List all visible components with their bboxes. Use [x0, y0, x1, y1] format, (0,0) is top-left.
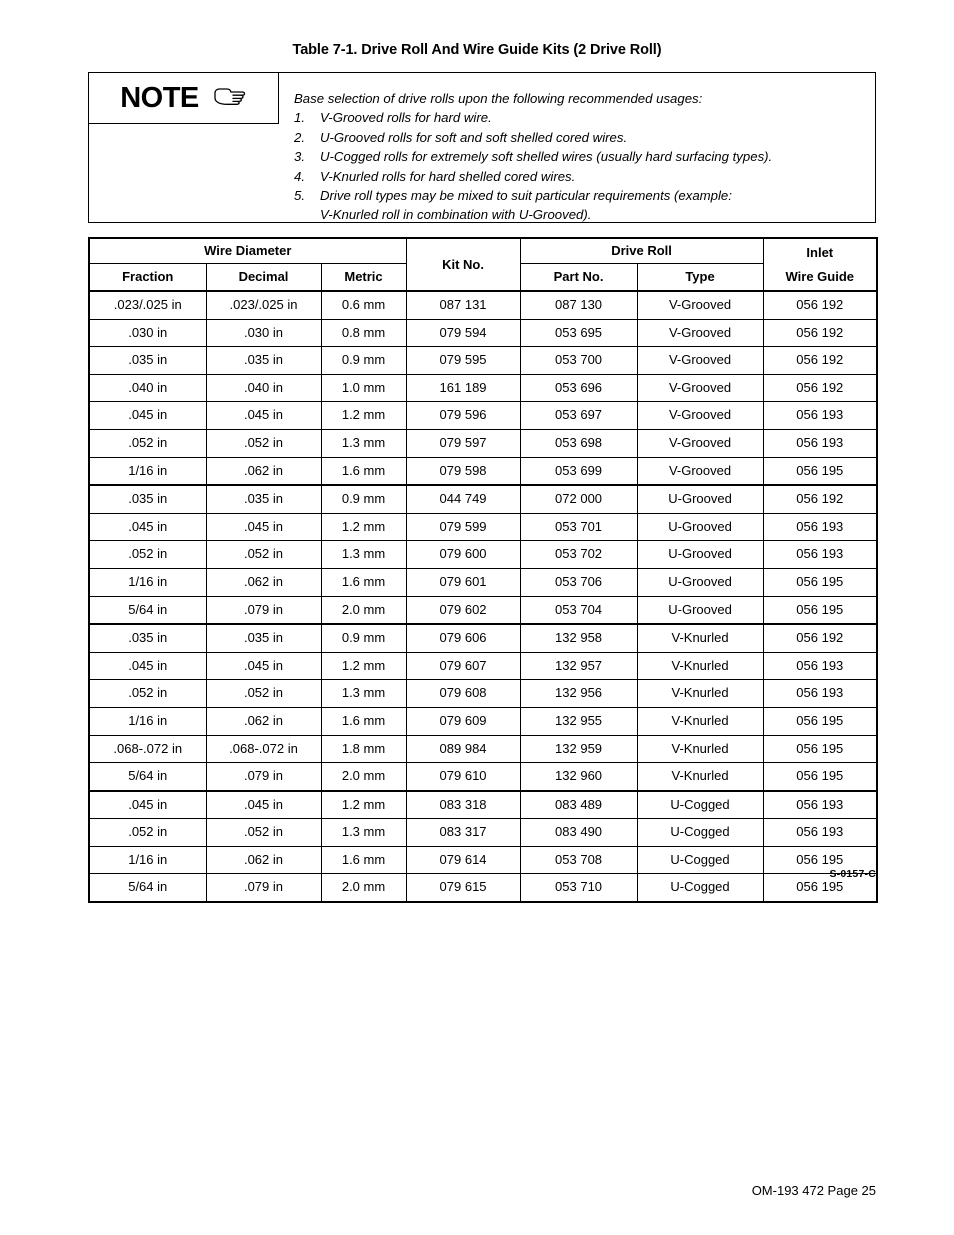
cell-inlet: 056 195 — [763, 763, 877, 791]
note-item-number: 1. — [294, 110, 305, 126]
cell-part-no: 132 955 — [520, 707, 637, 735]
cell-metric: 1.2 mm — [321, 652, 406, 680]
cell-decimal: .045 in — [206, 402, 321, 430]
cell-type: U-Grooved — [637, 568, 763, 596]
cell-inlet: 056 192 — [763, 485, 877, 513]
note-list — [294, 108, 866, 224]
cell-part-no: 053 695 — [520, 319, 637, 347]
cell-decimal: .052 in — [206, 429, 321, 457]
note-item-number: 2. — [294, 129, 305, 145]
cell-metric: 1.2 mm — [321, 513, 406, 541]
cell-inlet: 056 193 — [763, 819, 877, 847]
cell-fraction: 5/64 in — [89, 874, 206, 902]
cell-metric: 2.0 mm — [321, 763, 406, 791]
inlet-wire-guide-line-2: Wire Guide — [785, 268, 855, 284]
cell-inlet: 056 192 — [763, 291, 877, 319]
cell-inlet: 056 193 — [763, 791, 877, 819]
table-header — [89, 238, 877, 291]
cell-metric: 0.6 mm — [321, 291, 406, 319]
cell-decimal: .023/.025 in — [206, 291, 321, 319]
cell-fraction: .068-.072 in — [89, 735, 206, 763]
page-footer: OM-193 472 Page 25 — [751, 1183, 876, 1198]
note-item-text: Drive roll types may be mixed to suit particular requirements (example: — [320, 188, 732, 204]
cell-kit-no: 079 614 — [406, 846, 520, 874]
cell-fraction: .023/.025 in — [89, 291, 206, 319]
cell-decimal: .052 in — [206, 541, 321, 569]
table-row — [89, 652, 877, 680]
cell-decimal: .062 in — [206, 846, 321, 874]
cell-fraction: .045 in — [89, 513, 206, 541]
cell-kit-no: 089 984 — [406, 735, 520, 763]
cell-inlet: 056 195 — [763, 846, 877, 874]
cell-kit-no: 079 615 — [406, 874, 520, 902]
cell-kit-no: 083 318 — [406, 791, 520, 819]
cell-part-no: 053 698 — [520, 429, 637, 457]
note-intro: Base selection of drive rolls upon the following recommended usages: — [294, 91, 703, 106]
cell-type: U-Grooved — [637, 596, 763, 624]
cell-fraction: .052 in — [89, 680, 206, 708]
cell-kit-no: 083 317 — [406, 819, 520, 847]
table-row — [89, 735, 877, 763]
cell-part-no: 053 704 — [520, 596, 637, 624]
cell-inlet: 056 195 — [763, 568, 877, 596]
cell-decimal: .062 in — [206, 707, 321, 735]
cell-type: U-Cogged — [637, 791, 763, 819]
cell-part-no: 053 699 — [520, 457, 637, 485]
note-list-item — [294, 186, 866, 225]
cell-fraction: .035 in — [89, 485, 206, 513]
table-row — [89, 457, 877, 485]
cell-metric: 2.0 mm — [321, 874, 406, 902]
cell-type: U-Cogged — [637, 846, 763, 874]
figure-reference-code: S-0157-C — [829, 868, 876, 880]
note-label-box — [89, 73, 279, 124]
cell-type: V-Knurled — [637, 763, 763, 791]
cell-decimal: .040 in — [206, 374, 321, 402]
cell-decimal: .079 in — [206, 596, 321, 624]
cell-decimal: .079 in — [206, 874, 321, 902]
cell-inlet: 056 193 — [763, 541, 877, 569]
cell-fraction: .052 in — [89, 541, 206, 569]
table-row — [89, 513, 877, 541]
drive-roll-kits-table — [88, 237, 878, 903]
cell-part-no: 083 489 — [520, 791, 637, 819]
cell-metric: 1.2 mm — [321, 791, 406, 819]
note-list-item — [294, 147, 866, 166]
note-item-text-continued: V-Knurled roll in combination with U-Grooved). — [320, 207, 592, 223]
cell-inlet: 056 195 — [763, 707, 877, 735]
cell-fraction: .052 in — [89, 819, 206, 847]
cell-kit-no: 079 601 — [406, 568, 520, 596]
cell-metric: 2.0 mm — [321, 596, 406, 624]
cell-inlet: 056 193 — [763, 513, 877, 541]
cell-fraction: 1/16 in — [89, 568, 206, 596]
cell-decimal: .068-.072 in — [206, 735, 321, 763]
cell-kit-no: 161 189 — [406, 374, 520, 402]
cell-metric: 1.3 mm — [321, 819, 406, 847]
cell-kit-no: 079 606 — [406, 624, 520, 652]
cell-fraction: .035 in — [89, 624, 206, 652]
note-label: NOTE — [120, 81, 199, 114]
cell-decimal: .062 in — [206, 568, 321, 596]
cell-metric: 1.3 mm — [321, 680, 406, 708]
cell-metric: 0.9 mm — [321, 624, 406, 652]
cell-fraction: .040 in — [89, 374, 206, 402]
cell-decimal: .045 in — [206, 513, 321, 541]
cell-metric: 0.9 mm — [321, 347, 406, 375]
page-title: Table 7-1. Drive Roll And Wire Guide Kits (2 Drive Roll) — [292, 42, 662, 58]
cell-fraction: 1/16 in — [89, 846, 206, 874]
cell-metric: 1.3 mm — [321, 541, 406, 569]
cell-metric: 1.6 mm — [321, 707, 406, 735]
note-item-text: U-Grooved rolls for soft and soft shelled cored wires. — [320, 129, 628, 145]
cell-inlet: 056 195 — [763, 596, 877, 624]
table-row — [89, 707, 877, 735]
cell-inlet: 056 192 — [763, 319, 877, 347]
cell-kit-no: 079 608 — [406, 680, 520, 708]
cell-decimal: .045 in — [206, 652, 321, 680]
cell-type: V-Knurled — [637, 624, 763, 652]
column-header-part-no: Part No. — [520, 264, 637, 292]
note-item-text: U-Cogged rolls for extremely soft shelled wires (usually hard surfacing types). — [320, 149, 773, 165]
table-row — [89, 319, 877, 347]
table-body — [89, 291, 877, 902]
cell-type: U-Cogged — [637, 874, 763, 902]
cell-kit-no: 087 131 — [406, 291, 520, 319]
table-row — [89, 791, 877, 819]
table-row — [89, 596, 877, 624]
note-list-item — [294, 128, 866, 147]
cell-inlet: 056 192 — [763, 347, 877, 375]
note-item-text: V-Grooved rolls for hard wire. — [320, 110, 492, 126]
cell-part-no: 053 701 — [520, 513, 637, 541]
cell-metric: 1.0 mm — [321, 374, 406, 402]
column-header-kit-no: Kit No. — [406, 238, 520, 291]
cell-kit-no: 079 597 — [406, 429, 520, 457]
cell-inlet: 056 195 — [763, 874, 877, 902]
cell-type: V-Knurled — [637, 652, 763, 680]
note-callout — [88, 72, 876, 223]
cell-metric: 1.6 mm — [321, 568, 406, 596]
cell-metric: 1.8 mm — [321, 735, 406, 763]
cell-metric: 1.6 mm — [321, 457, 406, 485]
cell-inlet: 056 193 — [763, 402, 877, 430]
cell-type: V-Knurled — [637, 735, 763, 763]
cell-type: U-Grooved — [637, 513, 763, 541]
cell-kit-no: 079 599 — [406, 513, 520, 541]
cell-type: V-Grooved — [637, 374, 763, 402]
cell-fraction: .045 in — [89, 652, 206, 680]
table-row — [89, 374, 877, 402]
column-header-type: Type — [637, 264, 763, 292]
cell-decimal: .052 in — [206, 819, 321, 847]
cell-decimal: .052 in — [206, 680, 321, 708]
table-row — [89, 291, 877, 319]
cell-part-no: 132 958 — [520, 624, 637, 652]
cell-part-no: 083 490 — [520, 819, 637, 847]
cell-metric: 0.8 mm — [321, 319, 406, 347]
column-group-drive-roll: Drive Roll — [520, 238, 763, 264]
cell-metric: 1.6 mm — [321, 846, 406, 874]
cell-fraction: .030 in — [89, 319, 206, 347]
table-row — [89, 541, 877, 569]
table-row — [89, 402, 877, 430]
cell-fraction: .045 in — [89, 402, 206, 430]
table-row — [89, 680, 877, 708]
cell-type: V-Grooved — [637, 457, 763, 485]
cell-fraction: 5/64 in — [89, 596, 206, 624]
cell-kit-no: 044 749 — [406, 485, 520, 513]
cell-part-no: 072 000 — [520, 485, 637, 513]
note-item-number: 5. — [294, 188, 305, 204]
cell-fraction: .035 in — [89, 347, 206, 375]
table-row — [89, 819, 877, 847]
column-header-metric: Metric — [321, 264, 406, 292]
cell-kit-no: 079 610 — [406, 763, 520, 791]
column-header-inlet-wire-guide — [763, 238, 877, 291]
cell-fraction: .045 in — [89, 791, 206, 819]
table-row — [89, 485, 877, 513]
cell-kit-no: 079 609 — [406, 707, 520, 735]
cell-part-no: 053 700 — [520, 347, 637, 375]
cell-inlet: 056 195 — [763, 735, 877, 763]
table-row — [89, 568, 877, 596]
cell-inlet: 056 195 — [763, 457, 877, 485]
cell-kit-no: 079 594 — [406, 319, 520, 347]
cell-inlet: 056 193 — [763, 680, 877, 708]
cell-decimal: .079 in — [206, 763, 321, 791]
cell-part-no: 132 957 — [520, 652, 637, 680]
cell-type: V-Grooved — [637, 347, 763, 375]
cell-inlet: 056 192 — [763, 374, 877, 402]
note-item-number: 4. — [294, 168, 305, 184]
cell-part-no: 053 706 — [520, 568, 637, 596]
cell-fraction: 1/16 in — [89, 457, 206, 485]
cell-decimal: .035 in — [206, 347, 321, 375]
cell-inlet: 056 193 — [763, 652, 877, 680]
cell-part-no: 087 130 — [520, 291, 637, 319]
column-header-decimal: Decimal — [206, 264, 321, 292]
cell-decimal: .030 in — [206, 319, 321, 347]
cell-metric: 1.3 mm — [321, 429, 406, 457]
cell-type: V-Knurled — [637, 707, 763, 735]
cell-type: V-Grooved — [637, 429, 763, 457]
cell-kit-no: 079 602 — [406, 596, 520, 624]
cell-part-no: 132 960 — [520, 763, 637, 791]
cell-kit-no: 079 600 — [406, 541, 520, 569]
cell-inlet: 056 192 — [763, 624, 877, 652]
note-list-item — [294, 167, 866, 186]
cell-part-no: 053 708 — [520, 846, 637, 874]
cell-metric: 1.2 mm — [321, 402, 406, 430]
cell-type: V-Grooved — [637, 319, 763, 347]
cell-inlet: 056 193 — [763, 429, 877, 457]
cell-decimal: .035 in — [206, 485, 321, 513]
cell-kit-no: 079 596 — [406, 402, 520, 430]
column-group-wire-diameter: Wire Diameter — [89, 238, 406, 264]
cell-part-no: 053 710 — [520, 874, 637, 902]
cell-decimal: .035 in — [206, 624, 321, 652]
table-row — [89, 429, 877, 457]
pointing-hand-icon — [213, 86, 247, 110]
column-header-fraction: Fraction — [89, 264, 206, 292]
cell-type: V-Knurled — [637, 680, 763, 708]
table-row — [89, 763, 877, 791]
cell-decimal: .062 in — [206, 457, 321, 485]
cell-part-no: 053 696 — [520, 374, 637, 402]
inlet-wire-guide-line-1: Inlet — [806, 244, 834, 260]
note-item-number: 3. — [294, 149, 305, 165]
note-item-text: V-Knurled rolls for hard shelled cored wires. — [320, 168, 576, 184]
cell-type: U-Grooved — [637, 485, 763, 513]
cell-type: V-Grooved — [637, 291, 763, 319]
cell-type: V-Grooved — [637, 402, 763, 430]
cell-type: U-Cogged — [637, 819, 763, 847]
table-header-row-group — [89, 238, 877, 264]
cell-part-no: 132 956 — [520, 680, 637, 708]
cell-kit-no: 079 607 — [406, 652, 520, 680]
cell-kit-no: 079 595 — [406, 347, 520, 375]
table-row — [89, 347, 877, 375]
cell-fraction: 5/64 in — [89, 763, 206, 791]
cell-metric: 0.9 mm — [321, 485, 406, 513]
note-list-item — [294, 108, 866, 127]
cell-part-no: 132 959 — [520, 735, 637, 763]
cell-part-no: 053 702 — [520, 541, 637, 569]
cell-fraction: 1/16 in — [89, 707, 206, 735]
table-row — [89, 624, 877, 652]
cell-fraction: .052 in — [89, 429, 206, 457]
cell-part-no: 053 697 — [520, 402, 637, 430]
note-body — [294, 89, 866, 225]
cell-type: U-Grooved — [637, 541, 763, 569]
cell-decimal: .045 in — [206, 791, 321, 819]
cell-kit-no: 079 598 — [406, 457, 520, 485]
